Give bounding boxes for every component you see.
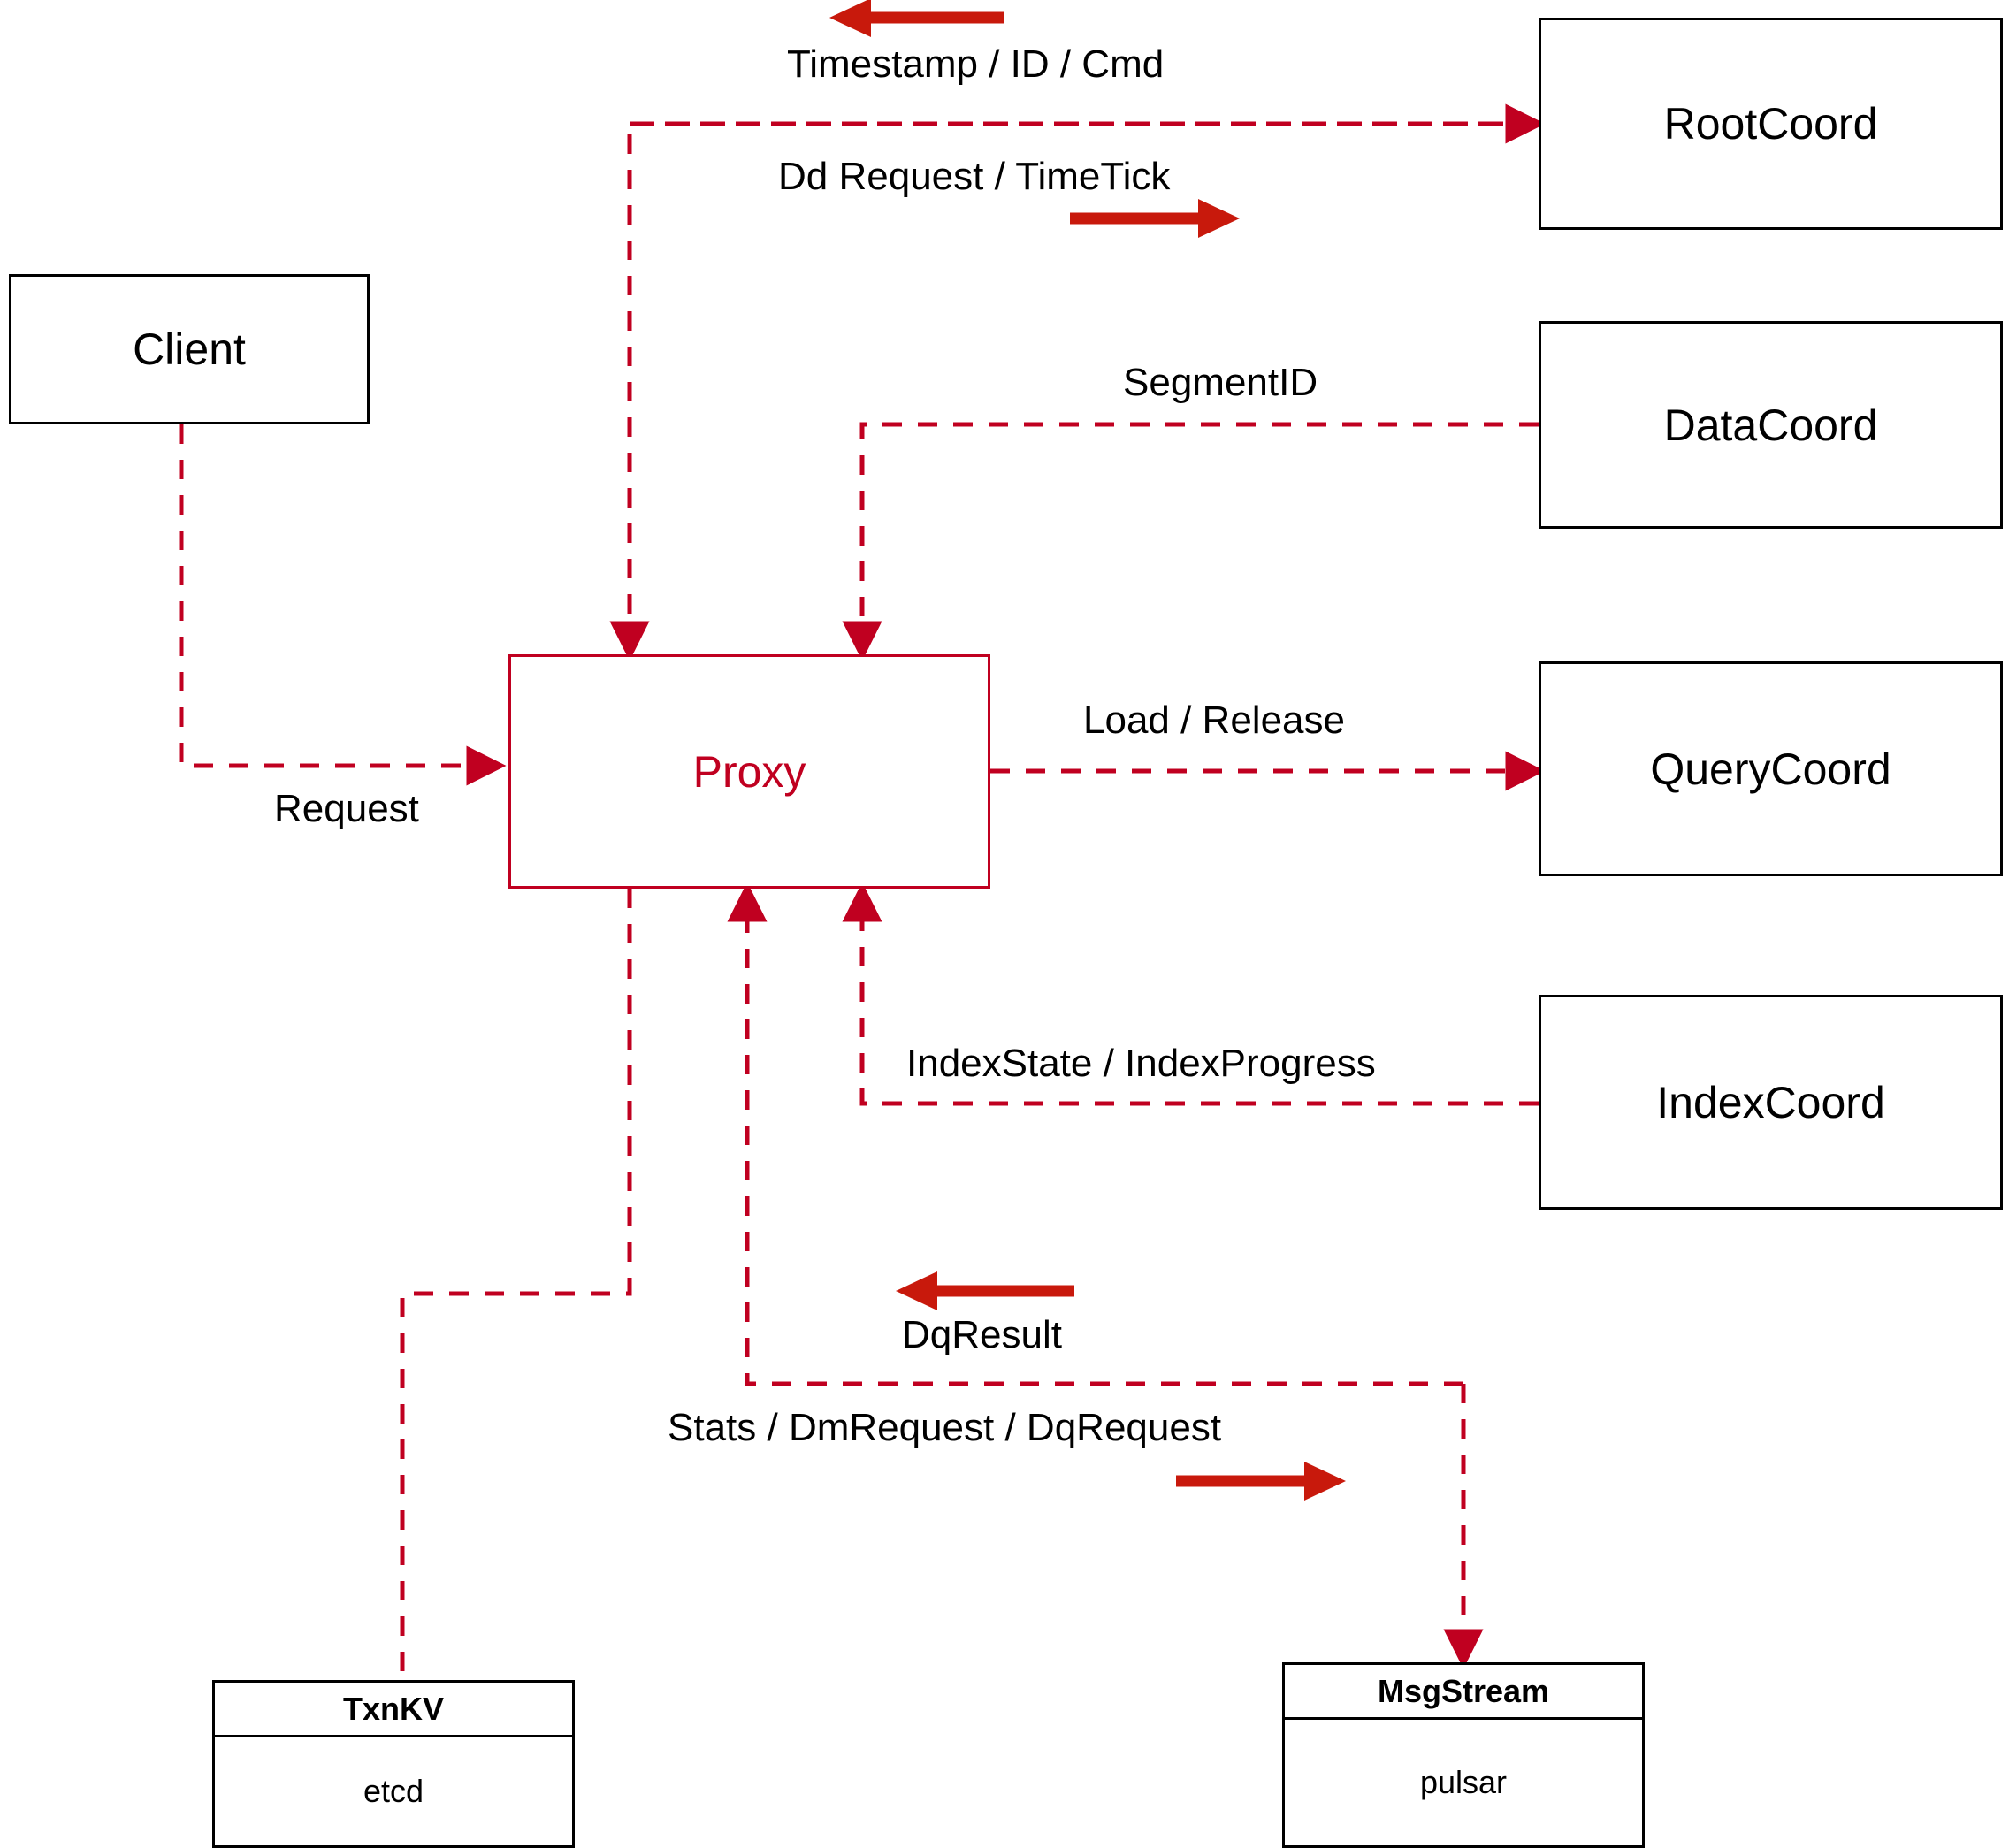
node-rootcoord[interactable] [1539, 18, 2003, 230]
node-proxy[interactable] [508, 654, 990, 889]
node-indexcoord[interactable] [1539, 995, 2003, 1210]
node-indexcoord-label: IndexCoord [1656, 1077, 1885, 1127]
store-txnkv[interactable] [212, 1680, 575, 1848]
node-client-label: Client [133, 325, 246, 374]
store-txnkv-body: etcd [363, 1773, 424, 1809]
edge-label-dd-request-timetick: Dd Request / TimeTick [778, 155, 1171, 198]
node-querycoord-label: QueryCoord [1650, 744, 1891, 794]
edge-datacoord-to-proxy [862, 424, 1539, 654]
node-datacoord[interactable] [1539, 321, 2003, 529]
edge-proxy-to-txnkv [402, 889, 630, 1680]
store-msgstream[interactable] [1282, 1662, 1645, 1848]
edge-client-to-proxy [181, 424, 500, 766]
direction-arrow-dmrequest [1176, 1462, 1346, 1501]
edge-label-stats-dmrequest-dqrequest: Stats / DmRequest / DqRequest [668, 1406, 1222, 1449]
direction-arrow-timestamp [829, 0, 1004, 37]
node-proxy-label: Proxy [692, 746, 806, 797]
edge-label-segmentid: SegmentID [1123, 361, 1318, 404]
edge-label-timestamp-id-cmd: Timestamp / ID / Cmd [787, 42, 1165, 86]
edge-label-indexstate-indexprogress: IndexState / IndexProgress [906, 1042, 1376, 1085]
store-msgstream-body: pulsar [1419, 1764, 1508, 1800]
store-msgstream-title: MsgStream [1285, 1665, 1642, 1720]
node-datacoord-label: DataCoord [1663, 400, 1878, 450]
direction-arrow-ddrequest [1070, 199, 1240, 238]
edge-label-request: Request [274, 787, 419, 830]
store-txnkv-title: TxnKV [215, 1683, 572, 1737]
edge-label-load-release: Load / Release [1083, 699, 1345, 742]
node-client[interactable] [9, 274, 370, 424]
edge-rootcoord-to-proxy [630, 124, 1539, 654]
direction-arrow-dqresult [896, 1271, 1074, 1310]
node-rootcoord-label: RootCoord [1663, 99, 1878, 149]
node-querycoord[interactable] [1539, 661, 2003, 876]
edge-label-dqresult: DqResult [902, 1313, 1062, 1356]
edge-msgstream-to-proxy [747, 889, 1463, 1384]
